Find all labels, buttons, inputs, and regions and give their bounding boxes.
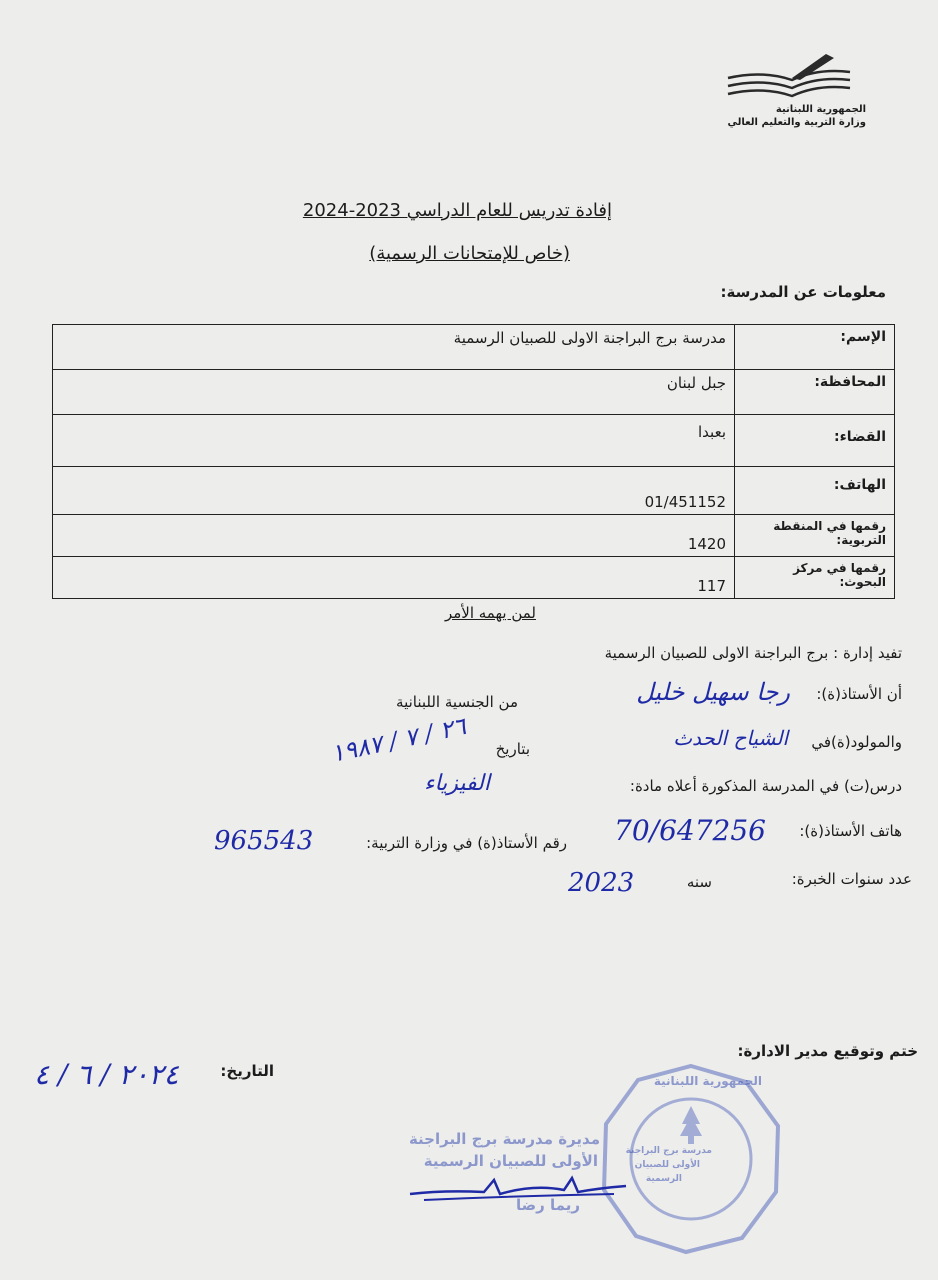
ministry-number: 965543: [214, 826, 314, 856]
year-value: 2023: [568, 868, 635, 898]
stamp-round-line1: مدرسة برج البراجنة: [625, 1146, 712, 1156]
birth-date-prefix: بتاريخ: [495, 740, 530, 758]
region-number-value: 1420: [53, 515, 735, 557]
birthplace: الشياح الحدث: [673, 726, 788, 750]
district-value: بعبدا: [53, 415, 735, 467]
year-word: سنه: [686, 873, 712, 891]
signature-label: ختم وتوقيع مدير الادارة:: [737, 1042, 918, 1060]
governorate-value: جبل لبنان: [53, 370, 735, 415]
table-row: [53, 370, 895, 415]
stamp-round-line2: الأولى للصبيان: [634, 1160, 700, 1170]
date-value: ٢٠٢٤ / ٦ / ٤: [34, 1058, 179, 1091]
stamp-school-line1: مديرة مدرسة برج البراجنة: [408, 1130, 600, 1148]
research-center-number-label: رقمها في مركز البحوث:: [735, 557, 895, 599]
table-row: [53, 325, 895, 370]
name-value: مدرسة برج البراجنة الاولى للصبيان الرسمية: [53, 325, 735, 370]
school-info-heading: معلومات عن المدرسة:: [720, 283, 886, 301]
teacher-phone-prefix: هاتف الأستاذ(ة):: [799, 822, 902, 840]
table-row: [53, 467, 895, 515]
statement-line: تفيد إدارة : برج البراجنة الاولى للصبيان الرسمية: [604, 644, 902, 662]
ministry-number-prefix: رقم الأستاذ(ة) في وزارة التربية:: [366, 834, 567, 852]
birth-date: ٢٦ / ٧ / ١٩٨٧: [328, 712, 469, 768]
school-info-table: [52, 324, 895, 599]
teacher-prefix: أن الأستاذ(ة):: [816, 685, 902, 703]
document-title: إفادة تدريس للعام الدراسي 2023-2024: [302, 200, 612, 221]
experience-prefix: عدد سنوات الخبرة:: [791, 870, 912, 888]
stamp-school-line2: الأولى للصبيان الرسمية: [423, 1152, 598, 1170]
table-row: [53, 557, 895, 599]
ministry-name: وزارة التربية والتعليم العالي: [727, 117, 866, 128]
ministry-header: [728, 103, 866, 129]
table-row: [53, 515, 895, 557]
born-prefix: والمولود(ة)في: [811, 733, 902, 751]
stamp-round-top: الجمهورية اللبنانية: [653, 1074, 762, 1088]
subject: الفيزياء: [424, 771, 490, 796]
phone-value: 01/451152: [53, 467, 735, 515]
region-number-label: رقمها في المنقطة التربوية:: [735, 515, 895, 557]
table-row: [53, 415, 895, 467]
phone-label: الهاتف:: [735, 467, 895, 515]
official-stamp: [596, 1060, 786, 1256]
addressee: لمن يهمه الأمر: [444, 604, 536, 622]
research-center-number-value: 117: [53, 557, 735, 599]
taught-prefix: درس(ت) في المدرسة المذكورة أعلاه مادة:: [629, 777, 902, 795]
governorate-label: المحافظة:: [735, 370, 895, 415]
republic-name: الجمهورية اللبنانية: [775, 104, 866, 115]
date-label: التاريخ:: [220, 1062, 274, 1080]
stamp-name: ريما رضا: [516, 1196, 580, 1214]
teacher-name: رجا سهيل خليل: [636, 678, 790, 706]
district-label: القضاء:: [735, 415, 895, 467]
stamp-round-line3: الرسمية: [645, 1174, 682, 1184]
teacher-phone: 70/647256: [614, 814, 766, 847]
signature: [404, 1172, 634, 1208]
nationality-text: من الجنسية اللبنانية: [396, 693, 518, 711]
document-subtitle: (خاص للإمتحانات الرسمية): [369, 243, 570, 264]
name-label: الإسم:: [735, 325, 895, 370]
ministry-logo: [722, 46, 856, 102]
